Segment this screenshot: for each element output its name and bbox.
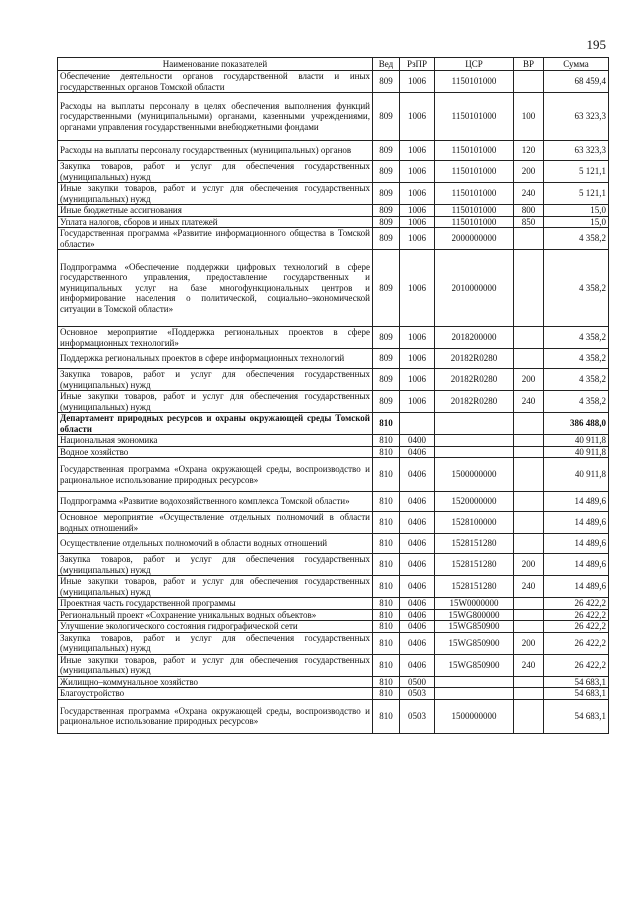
cell-vr: 120 (514, 141, 544, 161)
cell-rzpr: 0503 (400, 699, 435, 733)
cell-csr: 1500000000 (435, 699, 514, 733)
table-row (58, 492, 609, 512)
cell-vr: 800 (514, 205, 544, 217)
cell-rzpr: 0406 (400, 654, 435, 676)
cell-vr: 240 (514, 576, 544, 598)
cell-vr: 200 (514, 632, 544, 654)
cell-sum: 4 358,2 (544, 391, 609, 413)
cell-vr: 200 (514, 369, 544, 391)
cell-vr (514, 250, 544, 327)
cell-sum: 40 911,8 (544, 458, 609, 492)
table-row (58, 141, 609, 161)
cell-rzpr: 0400 (400, 435, 435, 447)
cell-name: Уплата налогов, сборов и иных платежей (58, 216, 373, 228)
cell-name: Закупка товаров, работ и услуг для обеспечения государственных (муниципальных) нужд (58, 161, 373, 183)
table-row (58, 534, 609, 554)
table-row (58, 654, 609, 676)
cell-ved: 809 (373, 183, 400, 205)
cell-vr (514, 699, 544, 733)
cell-name: Поддержка региональных проектов в сфере информационных технологий (58, 349, 373, 369)
cell-name: Государственная программа «Охрана окружающей среды, воспроизводство и рациональное использование природных ресурсов» (58, 458, 373, 492)
cell-sum: 63 323,3 (544, 93, 609, 141)
cell-name: Благоустройство (58, 688, 373, 700)
table-row (58, 621, 609, 633)
cell-sum: 5 121,1 (544, 161, 609, 183)
cell-name: Проектная часть государственной программы (58, 598, 373, 610)
cell-ved: 810 (373, 512, 400, 534)
cell-rzpr: 0406 (400, 609, 435, 621)
cell-rzpr: 1006 (400, 71, 435, 93)
cell-csr: 1528100000 (435, 512, 514, 534)
cell-vr (514, 435, 544, 447)
table-row (58, 688, 609, 700)
cell-name: Основное мероприятие «Поддержка региональных проектов в сфере информационных технологий» (58, 327, 373, 349)
cell-sum: 26 422,2 (544, 609, 609, 621)
cell-sum: 26 422,2 (544, 598, 609, 610)
cell-sum: 15,0 (544, 205, 609, 217)
cell-rzpr: 0406 (400, 598, 435, 610)
cell-ved: 809 (373, 216, 400, 228)
table-row (58, 327, 609, 349)
cell-ved: 810 (373, 676, 400, 688)
cell-vr: 240 (514, 391, 544, 413)
cell-name: Иные закупки товаров, работ и услуг для обеспечения государственных (муниципальных) нужд (58, 654, 373, 676)
cell-csr: 15W0000000 (435, 598, 514, 610)
cell-csr: 1150101000 (435, 161, 514, 183)
cell-name: Расходы на выплаты персоналу в целях обеспечения выполнения функций государственными (муниципальными) органами, казенными учреждениями, органами управления государственными внебюджетными фондами (58, 93, 373, 141)
cell-rzpr: 1006 (400, 327, 435, 349)
header-rzpr: РзПР (400, 58, 435, 71)
cell-vr (514, 446, 544, 458)
table-row (58, 576, 609, 598)
cell-ved: 810 (373, 654, 400, 676)
cell-csr: 1150101000 (435, 205, 514, 217)
cell-csr: 1520000000 (435, 492, 514, 512)
cell-rzpr: 1006 (400, 141, 435, 161)
cell-csr: 1500000000 (435, 458, 514, 492)
cell-rzpr: 1006 (400, 391, 435, 413)
header-vr: ВР (514, 58, 544, 71)
cell-csr (435, 435, 514, 447)
cell-name: Региональный проект «Сохранение уникальных водных объектов» (58, 609, 373, 621)
cell-ved: 810 (373, 492, 400, 512)
table-row (58, 93, 609, 141)
cell-vr (514, 228, 544, 250)
cell-vr: 200 (514, 161, 544, 183)
cell-ved: 809 (373, 71, 400, 93)
table-row (58, 435, 609, 447)
cell-name: Расходы на выплаты персоналу государственных (муниципальных) органов (58, 141, 373, 161)
cell-vr (514, 621, 544, 633)
cell-ved: 810 (373, 435, 400, 447)
cell-rzpr: 0406 (400, 554, 435, 576)
table-row (58, 71, 609, 93)
cell-sum: 4 358,2 (544, 349, 609, 369)
cell-rzpr: 0406 (400, 632, 435, 654)
table-row (58, 369, 609, 391)
cell-vr (514, 512, 544, 534)
cell-csr: 2000000000 (435, 228, 514, 250)
table-row (58, 228, 609, 250)
cell-sum: 4 358,2 (544, 250, 609, 327)
header-csr: ЦСР (435, 58, 514, 71)
cell-ved: 810 (373, 598, 400, 610)
cell-ved: 810 (373, 688, 400, 700)
cell-ved: 810 (373, 458, 400, 492)
cell-vr (514, 688, 544, 700)
cell-sum: 5 121,1 (544, 183, 609, 205)
cell-sum: 54 683,1 (544, 676, 609, 688)
cell-ved: 810 (373, 534, 400, 554)
cell-vr (514, 458, 544, 492)
cell-csr: 20182R0280 (435, 349, 514, 369)
cell-rzpr: 1006 (400, 183, 435, 205)
cell-vr (514, 71, 544, 93)
cell-ved: 810 (373, 621, 400, 633)
cell-name: Иные закупки товаров, работ и услуг для обеспечения государственных (муниципальных) нужд (58, 576, 373, 598)
cell-csr (435, 676, 514, 688)
cell-ved: 809 (373, 369, 400, 391)
cell-name: Жилищно–коммунальное хозяйство (58, 676, 373, 688)
table-row (58, 413, 609, 435)
table-row (58, 216, 609, 228)
cell-ved: 809 (373, 141, 400, 161)
cell-name: Иные закупки товаров, работ и услуг для обеспечения государственных (муниципальных) нужд (58, 183, 373, 205)
cell-name: Подпрограмма «Развитие водохозяйственного комплекса Томской области» (58, 492, 373, 512)
cell-name: Иные закупки товаров, работ и услуг для обеспечения государственных (муниципальных) нужд (58, 391, 373, 413)
cell-name: Закупка товаров, работ и услуг для обеспечения государственных (муниципальных) нужд (58, 369, 373, 391)
cell-ved: 810 (373, 699, 400, 733)
table-row (58, 676, 609, 688)
cell-vr: 240 (514, 183, 544, 205)
cell-sum: 63 323,3 (544, 141, 609, 161)
cell-csr: 15WG850900 (435, 632, 514, 654)
cell-vr (514, 349, 544, 369)
cell-ved: 809 (373, 228, 400, 250)
cell-sum: 14 489,6 (544, 534, 609, 554)
cell-ved: 809 (373, 161, 400, 183)
table-row (58, 183, 609, 205)
cell-csr: 1150101000 (435, 216, 514, 228)
cell-ved: 809 (373, 93, 400, 141)
cell-sum: 26 422,2 (544, 621, 609, 633)
cell-ved: 809 (373, 349, 400, 369)
cell-sum: 4 358,2 (544, 327, 609, 349)
header-sum: Сумма (544, 58, 609, 71)
cell-csr: 1528151280 (435, 576, 514, 598)
cell-csr: 1150101000 (435, 71, 514, 93)
cell-csr: 2010000000 (435, 250, 514, 327)
cell-csr: 1150101000 (435, 93, 514, 141)
cell-sum: 26 422,2 (544, 654, 609, 676)
cell-csr: 15WG800000 (435, 609, 514, 621)
cell-rzpr: 1006 (400, 228, 435, 250)
table-row (58, 512, 609, 534)
cell-ved: 809 (373, 327, 400, 349)
cell-sum: 14 489,6 (544, 554, 609, 576)
cell-csr: 1150101000 (435, 141, 514, 161)
cell-sum: 14 489,6 (544, 492, 609, 512)
cell-rzpr (400, 413, 435, 435)
cell-rzpr: 1006 (400, 205, 435, 217)
cell-name: Государственная программа «Охрана окружающей среды, воспроизводство и рациональное использование природных ресурсов» (58, 699, 373, 733)
cell-ved: 810 (373, 576, 400, 598)
cell-rzpr: 0406 (400, 576, 435, 598)
table-row (58, 391, 609, 413)
table-row (58, 446, 609, 458)
cell-csr: 15WG850900 (435, 621, 514, 633)
cell-name: Основное мероприятие «Осуществление отдельных полномочий в области водных отношений» (58, 512, 373, 534)
cell-sum: 68 459,4 (544, 71, 609, 93)
cell-rzpr: 0500 (400, 676, 435, 688)
table-row (58, 598, 609, 610)
cell-ved: 809 (373, 205, 400, 217)
cell-rzpr: 1006 (400, 93, 435, 141)
cell-ved: 810 (373, 446, 400, 458)
table-row (58, 205, 609, 217)
cell-csr (435, 688, 514, 700)
table-row (58, 554, 609, 576)
cell-vr: 200 (514, 554, 544, 576)
table-header (58, 58, 609, 71)
cell-name: Водное хозяйство (58, 446, 373, 458)
header-name: Наименование показателей (58, 58, 373, 71)
cell-sum: 54 683,1 (544, 699, 609, 733)
table-row (58, 699, 609, 733)
cell-sum: 4 358,2 (544, 228, 609, 250)
cell-rzpr: 1006 (400, 250, 435, 327)
cell-name: Осуществление отдельных полномочий в области водных отношений (58, 534, 373, 554)
cell-ved: 809 (373, 250, 400, 327)
cell-csr: 2018200000 (435, 327, 514, 349)
table-body (58, 71, 609, 734)
cell-sum: 40 911,8 (544, 435, 609, 447)
cell-vr: 240 (514, 654, 544, 676)
cell-rzpr: 0406 (400, 534, 435, 554)
cell-ved: 809 (373, 391, 400, 413)
table-row (58, 161, 609, 183)
table-row (58, 458, 609, 492)
cell-rzpr: 1006 (400, 161, 435, 183)
cell-rzpr: 1006 (400, 216, 435, 228)
cell-rzpr: 0406 (400, 458, 435, 492)
cell-rzpr: 0406 (400, 512, 435, 534)
page-number: 195 (586, 37, 606, 52)
cell-vr: 100 (514, 93, 544, 141)
budget-table (57, 57, 609, 734)
cell-sum: 14 489,6 (544, 576, 609, 598)
cell-sum: 14 489,6 (544, 512, 609, 534)
cell-vr (514, 534, 544, 554)
cell-vr (514, 676, 544, 688)
cell-sum: 26 422,2 (544, 632, 609, 654)
cell-vr (514, 327, 544, 349)
cell-rzpr: 0503 (400, 688, 435, 700)
table-row (58, 632, 609, 654)
cell-rzpr: 0406 (400, 492, 435, 512)
cell-vr: 850 (514, 216, 544, 228)
cell-sum: 386 488,0 (544, 413, 609, 435)
cell-ved: 810 (373, 632, 400, 654)
cell-vr (514, 492, 544, 512)
cell-sum: 15,0 (544, 216, 609, 228)
cell-name: Национальная экономика (58, 435, 373, 447)
cell-name: Улучшение экологического состояния гидрографической сети (58, 621, 373, 633)
cell-csr (435, 446, 514, 458)
cell-sum: 40 911,8 (544, 446, 609, 458)
cell-ved: 810 (373, 413, 400, 435)
table-row (58, 349, 609, 369)
cell-csr (435, 413, 514, 435)
cell-vr (514, 598, 544, 610)
cell-csr: 20182R0280 (435, 369, 514, 391)
cell-rzpr: 0406 (400, 446, 435, 458)
cell-ved: 810 (373, 609, 400, 621)
table-row (58, 609, 609, 621)
cell-name: Иные бюджетные ассигнования (58, 205, 373, 217)
cell-csr: 1528151280 (435, 554, 514, 576)
cell-vr (514, 609, 544, 621)
cell-name: Департамент природных ресурсов и охраны окружающей среды Томской области (58, 413, 373, 435)
cell-csr: 1528151280 (435, 534, 514, 554)
cell-csr: 1150101000 (435, 183, 514, 205)
cell-name: Государственная программа «Развитие информационного общества в Томской области» (58, 228, 373, 250)
cell-name: Закупка товаров, работ и услуг для обеспечения государственных (муниципальных) нужд (58, 554, 373, 576)
cell-rzpr: 0406 (400, 621, 435, 633)
cell-name: Закупка товаров, работ и услуг для обеспечения государственных (муниципальных) нужд (58, 632, 373, 654)
cell-rzpr: 1006 (400, 349, 435, 369)
cell-sum: 54 683,1 (544, 688, 609, 700)
cell-sum: 4 358,2 (544, 369, 609, 391)
cell-name: Подпрограмма «Обеспечение поддержки цифровых технологий в сфере государственного управления, предоставление государственных и муниципальных услуг на базе многофункциональных центров и информирование населения о политической, социально–экономической ситуации в Томской области» (58, 250, 373, 327)
cell-csr: 15WG850900 (435, 654, 514, 676)
cell-name: Обеспечение деятельности органов государственной власти и иных государственных органов Томской области (58, 71, 373, 93)
cell-rzpr: 1006 (400, 369, 435, 391)
cell-ved: 810 (373, 554, 400, 576)
cell-csr: 20182R0280 (435, 391, 514, 413)
cell-vr (514, 413, 544, 435)
table-row (58, 250, 609, 327)
header-ved: Вед (373, 58, 400, 71)
